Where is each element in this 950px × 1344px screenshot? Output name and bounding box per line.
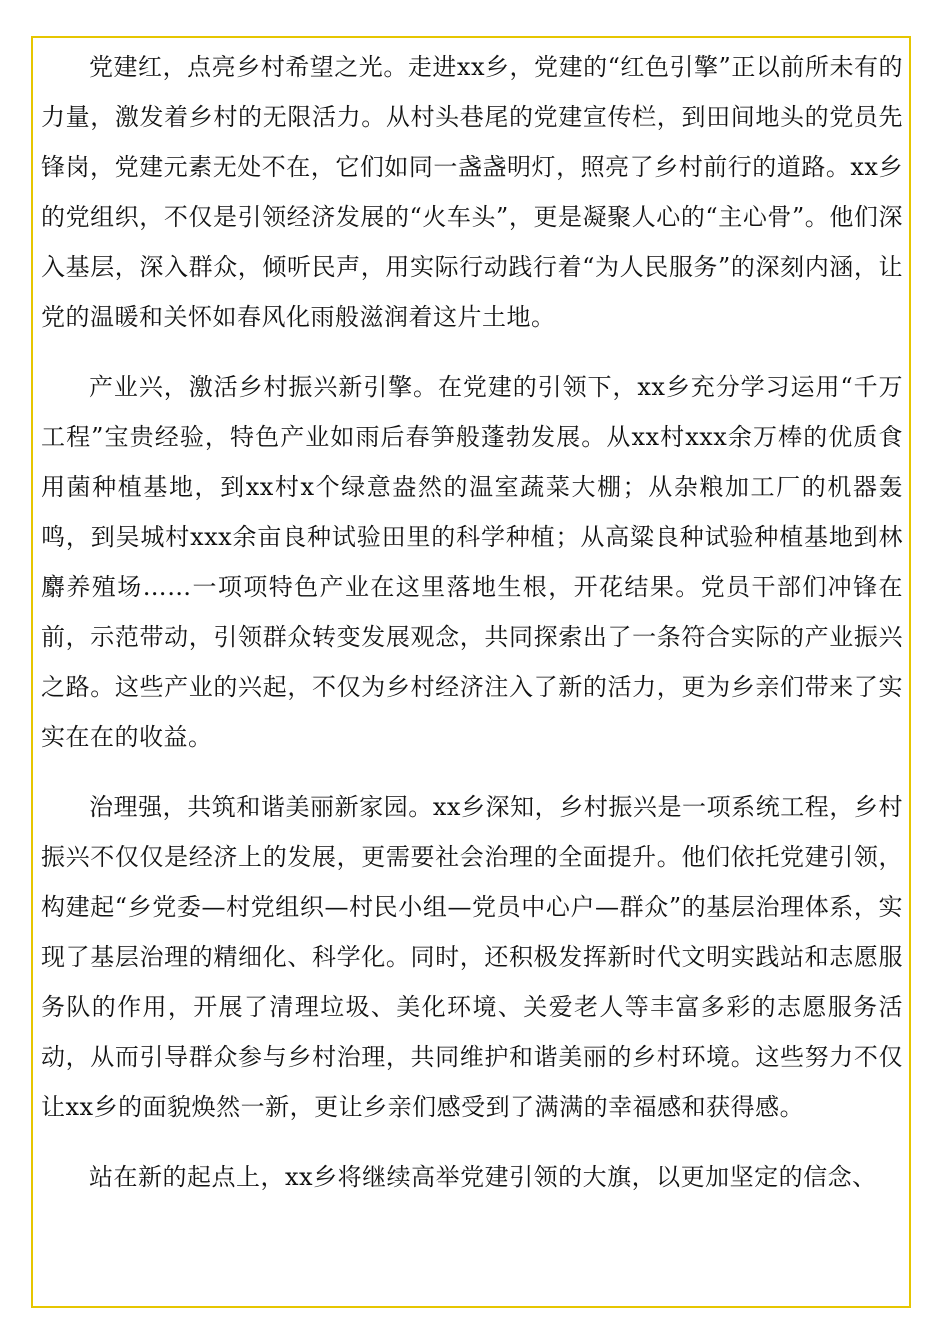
page-frame — [31, 36, 911, 1308]
paragraph-new-starting-point: 站在新的起点上，xx乡将继续高举党建引领的大旗，以更加坚定的信念、 — [89, 1163, 877, 1191]
paragraph-party-building: 党建红，点亮乡村希望之光。走进xx乡，党建的“红色引擎”正以前所未有的力量，激发着乡村的无限活力。从村头巷尾的党建宣传栏，到田间地头的党员先锋岗，党建元素无处不在，它们如同一盏盏明灯，照亮了乡村前行的道路。xx乡的党组织，不仅是引领经济发展的“火车头”，更是凝聚人心的“主心骨”。他们深入基层，深入群众，倾听民声，用实际行动践行着“为人民服务”的深刻内涵，让党的温暖和关怀如春风化雨般滋润着这片土地。 — [41, 53, 903, 331]
paragraph-industry: 产业兴，激活乡村振兴新引擎。在党建的引领下，xx乡充分学习运用“千万工程”宝贵经验，特色产业如雨后春笋般蓬勃发展。从xx村xxx余万棒的优质食用菌种植基地，到xx村x个绿意盎然的温室蔬菜大棚；从杂粮加工厂的机器轰鸣，到吴城村xxx余亩良种试验田里的科学种植；从高粱良种试验种植基地到林麝养殖场……一项项特色产业在这里落地生根，开花结果。党员干部们冲锋在前，示范带动，引领群众转变发展观念，共同探索出了一条符合实际的产业振兴之路。这些产业的兴起，不仅为乡村经济注入了新的活力，更为乡亲们带来了实实在在的收益。 — [41, 373, 903, 751]
document-body — [41, 42, 903, 1202]
paragraph-governance: 治理强，共筑和谐美丽新家园。xx乡深知，乡村振兴是一项系统工程，乡村振兴不仅仅是经济上的发展，更需要社会治理的全面提升。他们依托党建引领，构建起“乡党委—村党组织—村民小组—党员中心户—群众”的基层治理体系，实现了基层治理的精细化、科学化。同时，还积极发挥新时代文明实践站和志愿服务队的作用，开展了清理垃圾、美化环境、关爱老人等丰富多彩的志愿服务活动，从而引导群众参与乡村治理，共同维护和谐美丽的乡村环境。这些努力不仅让xx乡的面貌焕然一新，更让乡亲们感受到了满满的幸福感和获得感。 — [41, 793, 903, 1121]
